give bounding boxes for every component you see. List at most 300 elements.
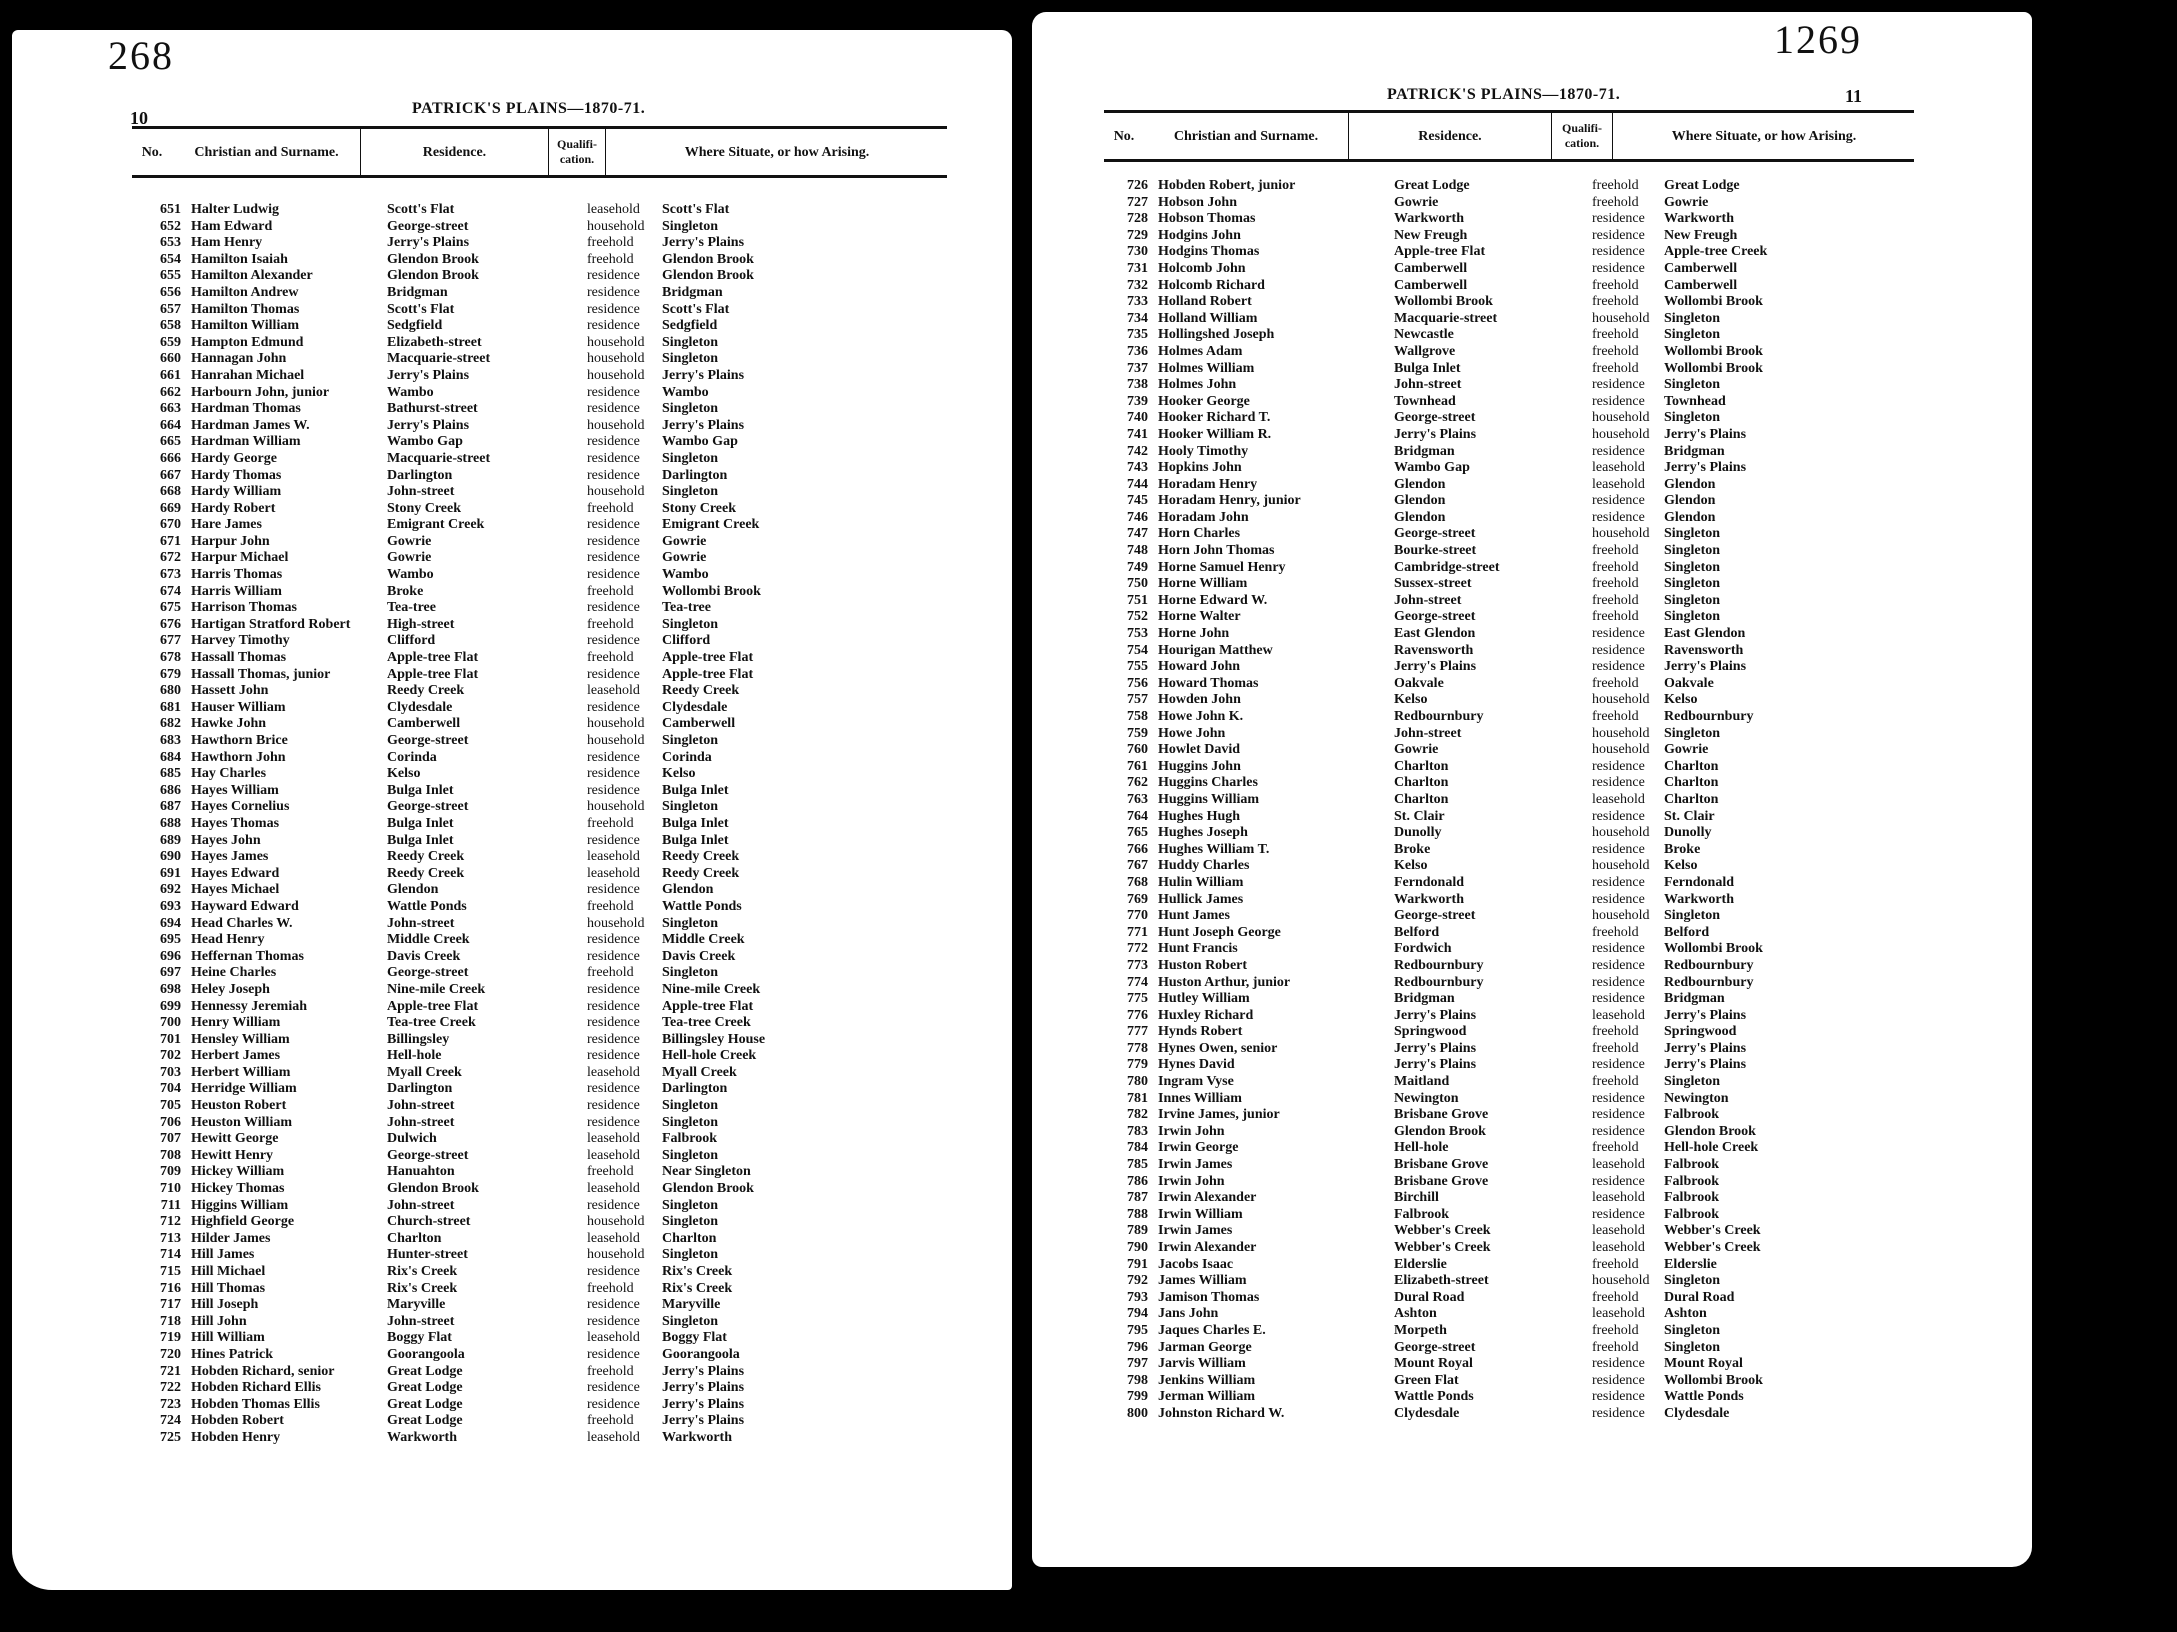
elector-qualification: leasehold xyxy=(587,1330,640,1346)
elector-number: 749 xyxy=(1127,559,1148,575)
table-row xyxy=(1104,493,1934,510)
table-row xyxy=(137,1181,957,1198)
table-row xyxy=(1104,775,1934,792)
elector-qualification: household xyxy=(1592,526,1650,542)
elector-name: Horne Edward W. xyxy=(1158,592,1268,608)
elector-where-situate: Kelso xyxy=(1664,692,1698,708)
elector-residence: Gowrie xyxy=(387,550,432,566)
elector-where-situate: Jerry's Plains xyxy=(662,1413,745,1429)
elector-number: 751 xyxy=(1127,592,1148,608)
column-header-row xyxy=(1104,110,1914,162)
elector-name: Hawke John xyxy=(191,716,267,732)
elector-where-situate: Broke xyxy=(1664,841,1701,857)
elector-qualification: freehold xyxy=(1592,178,1639,193)
elector-residence: Corinda xyxy=(387,749,437,765)
elector-qualification: residence xyxy=(587,749,640,765)
table-row xyxy=(137,368,957,385)
table-row xyxy=(137,949,957,966)
elector-residence: Church-street xyxy=(387,1214,471,1230)
elector-name: Hardy Thomas xyxy=(191,467,282,483)
table-row xyxy=(1104,709,1934,726)
elector-where-situate: Emigrant Creek xyxy=(662,517,760,533)
elector-where-situate: Singleton xyxy=(662,450,719,466)
elector-number: 654 xyxy=(160,251,181,267)
elector-qualification: freehold xyxy=(587,616,634,632)
elector-number: 754 xyxy=(1127,642,1148,658)
table-row xyxy=(1104,742,1934,759)
elector-qualification: residence xyxy=(587,766,640,782)
elector-residence: Bathurst-street xyxy=(387,401,478,417)
elector-qualification: leasehold xyxy=(587,202,640,217)
elector-name: Irwin James xyxy=(1158,1157,1233,1173)
elector-residence: Myall Creek xyxy=(387,1064,462,1080)
table-row xyxy=(137,252,957,269)
elector-where-situate: Mount Royal xyxy=(1664,1356,1743,1372)
elector-qualification: leasehold xyxy=(1592,1240,1645,1255)
header-no: No. xyxy=(1113,128,1135,144)
elector-where-situate: Ferndonald xyxy=(1664,874,1735,890)
elector-number: 666 xyxy=(160,450,181,466)
table-row xyxy=(1104,892,1934,909)
table-row xyxy=(1104,1406,1934,1423)
elector-qualification: freehold xyxy=(587,1164,634,1180)
elector-name: Herridge William xyxy=(191,1081,297,1097)
elector-qualification: residence xyxy=(587,1197,640,1213)
elector-qualification: freehold xyxy=(1592,543,1639,559)
elector-number: 715 xyxy=(160,1264,181,1279)
elector-name: Holland Robert xyxy=(1158,294,1252,310)
elector-where-situate: Tea-tree xyxy=(662,600,711,616)
table-row xyxy=(1104,1323,1934,1340)
elector-where-situate: Singleton xyxy=(662,1114,719,1130)
table-row xyxy=(137,550,957,567)
elector-qualification: leasehold xyxy=(1592,1157,1645,1173)
elector-name: Jenkins William xyxy=(1158,1372,1256,1388)
elector-residence: Hell-hole xyxy=(1394,1140,1449,1156)
elector-qualification: freehold xyxy=(1592,576,1639,592)
elector-number: 750 xyxy=(1127,576,1148,592)
elector-qualification: freehold xyxy=(587,1280,634,1296)
table-row xyxy=(137,1164,957,1181)
elector-qualification: leasehold xyxy=(1592,1190,1645,1206)
elector-where-situate: Singleton xyxy=(662,218,719,234)
elector-number: 685 xyxy=(160,766,181,782)
elector-number: 784 xyxy=(1127,1140,1148,1156)
elector-number: 719 xyxy=(160,1330,181,1346)
elector-number: 722 xyxy=(160,1380,181,1396)
elector-number: 669 xyxy=(160,500,181,516)
elector-residence: Great Lodge xyxy=(387,1413,463,1429)
elector-name: Harrison Thomas xyxy=(191,600,297,616)
table-row xyxy=(137,849,957,866)
elector-qualification: residence xyxy=(587,981,640,997)
elector-where-situate: Newington xyxy=(1664,1090,1729,1106)
elector-residence: George-street xyxy=(387,218,469,234)
elector-residence: Bridgman xyxy=(387,284,448,300)
elector-number: 702 xyxy=(160,1048,181,1064)
elector-number: 658 xyxy=(160,318,181,334)
elector-where-situate: Singleton xyxy=(662,1247,719,1263)
elector-where-situate: Jerry's Plains xyxy=(1664,1057,1747,1073)
elector-qualification: freehold xyxy=(1592,1256,1639,1272)
elector-where-situate: Glendon xyxy=(1664,509,1716,525)
elector-number: 772 xyxy=(1127,941,1148,957)
elector-qualification: freehold xyxy=(587,583,634,599)
table-row xyxy=(1104,526,1934,543)
elector-qualification: leasehold xyxy=(1592,460,1645,476)
elector-number: 704 xyxy=(160,1081,181,1097)
elector-where-situate: Nine-mile Creek xyxy=(662,981,761,997)
table-row xyxy=(1104,1340,1934,1357)
table-row xyxy=(1104,510,1934,527)
table-row xyxy=(1104,228,1934,245)
elector-where-situate: Glendon Brook xyxy=(662,251,754,267)
elector-residence: Elizabeth-street xyxy=(387,334,482,350)
elector-number: 671 xyxy=(160,533,181,549)
elector-residence: Glendon Brook xyxy=(387,268,479,284)
table-row xyxy=(137,783,957,800)
table-row xyxy=(1104,958,1934,975)
table-row xyxy=(1104,1074,1934,1091)
elector-residence: Bridgman xyxy=(1394,991,1455,1007)
elector-name: Hardy Robert xyxy=(191,500,276,516)
table-row xyxy=(1104,809,1934,826)
elector-name: Hayes William xyxy=(191,782,279,798)
elector-number: 782 xyxy=(1127,1107,1148,1123)
elector-where-situate: Wambo xyxy=(662,384,709,400)
elector-where-situate: Singleton xyxy=(1664,327,1721,343)
elector-name: Hobden Henry xyxy=(191,1429,281,1445)
elector-number: 714 xyxy=(160,1247,181,1263)
elector-number: 713 xyxy=(160,1230,181,1246)
table-row xyxy=(1104,477,1934,494)
elector-number: 743 xyxy=(1127,460,1148,476)
elector-where-situate: Clydesdale xyxy=(1664,1405,1730,1421)
elector-number: 793 xyxy=(1127,1289,1148,1305)
elector-residence: Great Lodge xyxy=(387,1380,463,1396)
table-row xyxy=(1104,377,1934,394)
elector-residence: Birchill xyxy=(1394,1190,1439,1206)
elector-name: Hayes James xyxy=(191,849,269,865)
header-name: Christian and Surname. xyxy=(194,144,339,160)
elector-where-situate: Redbournbury xyxy=(1664,709,1754,724)
elector-residence: Kelso xyxy=(387,766,421,782)
elector-number: 670 xyxy=(160,517,181,533)
elector-qualification: residence xyxy=(587,832,640,848)
table-row xyxy=(137,285,957,302)
elector-residence: Wambo xyxy=(387,567,434,583)
elector-name: Hill Michael xyxy=(191,1264,266,1279)
elector-name: James William xyxy=(1158,1273,1247,1289)
elector-number: 717 xyxy=(160,1297,181,1313)
elector-number: 659 xyxy=(160,334,181,350)
table-row xyxy=(137,318,957,335)
table-row xyxy=(137,965,957,982)
elector-number: 762 xyxy=(1127,775,1148,791)
elector-residence: Great Lodge xyxy=(1394,178,1470,193)
elector-residence: Bulga Inlet xyxy=(1394,360,1461,376)
elector-name: Hill Thomas xyxy=(191,1280,266,1296)
elector-residence: George-street xyxy=(1394,1339,1476,1355)
elector-qualification: residence xyxy=(1592,1123,1645,1139)
elector-number: 794 xyxy=(1127,1306,1148,1322)
elector-residence: George-street xyxy=(1394,410,1476,426)
elector-qualification: residence xyxy=(1592,758,1645,774)
elector-where-situate: Redbournbury xyxy=(1664,974,1754,990)
elector-residence: George-street xyxy=(387,799,469,815)
elector-residence: Glendon xyxy=(1394,509,1446,525)
elector-number: 691 xyxy=(160,865,181,881)
elector-number: 778 xyxy=(1127,1040,1148,1056)
elector-residence: Redbournbury xyxy=(1394,709,1484,724)
elector-residence: Gowrie xyxy=(1394,194,1439,210)
elector-where-situate: Bulga Inlet xyxy=(662,815,729,831)
table-row xyxy=(137,932,957,949)
elector-number: 676 xyxy=(160,616,181,632)
elector-number: 680 xyxy=(160,683,181,699)
table-row xyxy=(1104,908,1934,925)
folio-stamp: 1269 xyxy=(1774,17,1862,62)
elector-where-situate: Webber's Creek xyxy=(1664,1240,1761,1255)
elector-residence: Charlton xyxy=(1394,758,1449,774)
table-row xyxy=(1104,543,1934,560)
running-title: PATRICK'S PLAINS—1870-71. xyxy=(412,100,646,117)
elector-number: 660 xyxy=(160,351,181,367)
elector-qualification: leasehold xyxy=(587,1147,640,1163)
elector-where-situate: Singleton xyxy=(662,401,719,417)
elector-number: 766 xyxy=(1127,841,1148,857)
elector-where-situate: Glendon xyxy=(1664,493,1716,509)
elector-qualification: freehold xyxy=(1592,1024,1639,1040)
elector-residence: Boggy Flat xyxy=(387,1330,452,1346)
elector-number: 771 xyxy=(1127,924,1148,940)
elector-where-situate: Scott's Flat xyxy=(662,202,730,217)
table-row xyxy=(1104,1157,1934,1174)
elector-name: Hannagan John xyxy=(191,351,287,367)
table-row xyxy=(137,1231,957,1248)
elector-name: Irwin George xyxy=(1158,1140,1239,1156)
table-row xyxy=(137,517,957,534)
elector-where-situate: Apple-tree Creek xyxy=(1664,244,1768,260)
table-row xyxy=(137,468,957,485)
elector-number: 657 xyxy=(160,301,181,317)
table-row xyxy=(1104,1240,1934,1257)
elector-number: 656 xyxy=(160,284,181,300)
elector-number: 737 xyxy=(1127,360,1148,376)
elector-residence: Oakvale xyxy=(1394,675,1444,691)
elector-number: 724 xyxy=(160,1413,181,1429)
elector-residence: Jerry's Plains xyxy=(387,417,470,433)
elector-where-situate: Singleton xyxy=(1664,1339,1721,1355)
elector-name: Hooker William R. xyxy=(1158,426,1272,442)
elector-residence: Apple-tree Flat xyxy=(387,650,479,666)
table-row xyxy=(1104,1223,1934,1240)
elector-name: Howard John xyxy=(1158,659,1241,675)
elector-residence: Broke xyxy=(1394,841,1431,857)
elector-number: 728 xyxy=(1127,211,1148,227)
elector-residence: Redbournbury xyxy=(1394,957,1484,973)
table-row xyxy=(137,351,957,368)
elector-qualification: residence xyxy=(587,434,640,450)
elector-residence: Rix's Creek xyxy=(387,1264,458,1279)
elector-name: Huggins John xyxy=(1158,758,1241,774)
register-table xyxy=(1104,178,1934,1423)
elector-qualification: residence xyxy=(587,600,640,616)
elector-number: 735 xyxy=(1127,327,1148,343)
elector-where-situate: Glendon Brook xyxy=(662,268,754,284)
elector-qualification: freehold xyxy=(587,815,634,831)
elector-name: Hooker Richard T. xyxy=(1158,410,1271,426)
elector-residence: Jerry's Plains xyxy=(1394,659,1477,675)
elector-where-situate: Bulga Inlet xyxy=(662,832,729,848)
elector-residence: Reedy Creek xyxy=(387,683,465,699)
elector-residence: Bridgman xyxy=(1394,443,1455,459)
table-row xyxy=(137,1032,957,1049)
elector-where-situate: Ashton xyxy=(1664,1306,1707,1322)
elector-where-situate: Singleton xyxy=(1664,908,1721,924)
elector-residence: Kelso xyxy=(1394,692,1428,708)
elector-qualification: residence xyxy=(587,1081,640,1097)
elector-name: Horne William xyxy=(1158,576,1248,592)
header-where: Where Situate, or how Arising. xyxy=(1612,113,1915,159)
table-row xyxy=(1104,1273,1934,1290)
elector-number: 789 xyxy=(1127,1223,1148,1239)
table-row xyxy=(137,1115,957,1132)
elector-name: Howden John xyxy=(1158,692,1241,708)
elector-qualification: household xyxy=(587,218,645,234)
table-row xyxy=(1104,244,1934,261)
elector-number: 781 xyxy=(1127,1090,1148,1106)
elector-qualification: residence xyxy=(587,1098,640,1114)
elector-residence: George-street xyxy=(387,965,469,981)
elector-number: 757 xyxy=(1127,692,1148,708)
elector-where-situate: Falbrook xyxy=(1664,1107,1719,1123)
elector-qualification: residence xyxy=(587,450,640,466)
elector-qualification: residence xyxy=(1592,1389,1645,1405)
table-row xyxy=(137,816,957,833)
elector-where-situate: Singleton xyxy=(662,1214,719,1230)
elector-name: Hunt James xyxy=(1158,908,1230,924)
elector-name: Hare James xyxy=(191,517,262,533)
elector-where-situate: Bridgman xyxy=(1664,991,1725,1007)
elector-qualification: freehold xyxy=(1592,343,1639,359)
elector-number: 745 xyxy=(1127,493,1148,509)
elector-residence: John-street xyxy=(1394,377,1462,393)
elector-qualification: freehold xyxy=(1592,1040,1639,1056)
table-row xyxy=(137,418,957,435)
elector-residence: George-street xyxy=(387,1147,469,1163)
elector-name: Holmes John xyxy=(1158,377,1237,393)
table-row xyxy=(137,833,957,850)
table-row xyxy=(1104,278,1934,295)
elector-name: Harbourn John, junior xyxy=(191,384,330,400)
table-row xyxy=(137,716,957,733)
elector-number: 785 xyxy=(1127,1157,1148,1173)
elector-qualification: residence xyxy=(587,467,640,483)
elector-number: 664 xyxy=(160,417,181,433)
elector-qualification: residence xyxy=(587,699,640,715)
elector-qualification: household xyxy=(1592,310,1650,326)
elector-name: Heuston William xyxy=(191,1114,293,1130)
elector-qualification: residence xyxy=(1592,1405,1645,1421)
table-row xyxy=(1104,643,1934,660)
elector-name: Holmes William xyxy=(1158,360,1255,376)
elector-name: Hobden Richard Ellis xyxy=(191,1380,321,1396)
elector-qualification: leasehold xyxy=(1592,791,1645,807)
elector-name: Jarman George xyxy=(1158,1339,1252,1355)
elector-name: Huston Robert xyxy=(1158,957,1248,973)
elector-qualification: household xyxy=(587,733,645,748)
table-row xyxy=(137,1347,957,1364)
elector-name: Jarvis William xyxy=(1158,1356,1246,1372)
elector-name: Hunt Francis xyxy=(1158,941,1238,957)
table-row xyxy=(137,882,957,899)
elector-where-situate: Apple-tree Flat xyxy=(662,666,754,682)
elector-name: Holcomb John xyxy=(1158,260,1246,276)
elector-where-situate: Myall Creek xyxy=(662,1064,737,1080)
elector-number: 665 xyxy=(160,434,181,450)
elector-name: Hill William xyxy=(191,1330,265,1346)
elector-number: 730 xyxy=(1127,244,1148,260)
elector-where-situate: Reedy Creek xyxy=(662,849,740,865)
elector-qualification: residence xyxy=(1592,874,1645,890)
elector-where-situate: Singleton xyxy=(1664,377,1721,393)
elector-where-situate: Gowrie xyxy=(662,533,707,549)
elector-residence: Townhead xyxy=(1394,393,1456,409)
elector-name: Hobden Richard, senior xyxy=(191,1363,335,1379)
elector-name: Hynes Owen, senior xyxy=(1158,1040,1278,1056)
elector-number: 799 xyxy=(1127,1389,1148,1405)
elector-qualification: household xyxy=(587,1247,645,1263)
elector-name: Head Henry xyxy=(191,932,265,948)
elector-qualification: freehold xyxy=(1592,609,1639,625)
table-row xyxy=(137,1264,957,1281)
elector-qualification: residence xyxy=(587,998,640,1014)
elector-qualification: freehold xyxy=(1592,1322,1639,1338)
elector-name: Hanrahan Michael xyxy=(191,367,305,383)
table-row xyxy=(137,534,957,551)
elector-residence: Tea-tree xyxy=(387,600,436,616)
elector-residence: Glendon xyxy=(1394,493,1446,509)
elector-qualification: residence xyxy=(1592,1206,1645,1222)
elector-residence: John-street xyxy=(387,1098,455,1114)
table-row xyxy=(1104,1290,1934,1307)
elector-name: Jaques Charles E. xyxy=(1158,1322,1266,1338)
elector-qualification: residence xyxy=(587,882,640,898)
elector-qualification: household xyxy=(1592,908,1650,924)
elector-where-situate: Corinda xyxy=(662,749,712,765)
elector-qualification: leasehold xyxy=(587,1181,640,1197)
elector-number: 759 xyxy=(1127,725,1148,741)
elector-residence: Clydesdale xyxy=(1394,1405,1460,1421)
elector-where-situate: Singleton xyxy=(662,799,719,815)
elector-name: Hughes Joseph xyxy=(1158,825,1248,841)
register-table xyxy=(137,202,957,1447)
elector-residence: Hanuahton xyxy=(387,1164,455,1180)
elector-name: Hayes Edward xyxy=(191,865,280,881)
elector-name: Hobson Thomas xyxy=(1158,211,1256,227)
elector-name: Irwin Alexander xyxy=(1158,1190,1257,1206)
elector-name: Heley Joseph xyxy=(191,981,270,997)
elector-residence: Redbournbury xyxy=(1394,974,1484,990)
elector-number: 696 xyxy=(160,948,181,964)
elector-qualification: household xyxy=(1592,725,1650,741)
elector-name: Hobden Thomas Ellis xyxy=(191,1396,320,1412)
elector-name: Hassett John xyxy=(191,683,269,699)
elector-number: 652 xyxy=(160,218,181,234)
header-no: No. xyxy=(141,144,163,160)
table-row xyxy=(1104,410,1934,427)
